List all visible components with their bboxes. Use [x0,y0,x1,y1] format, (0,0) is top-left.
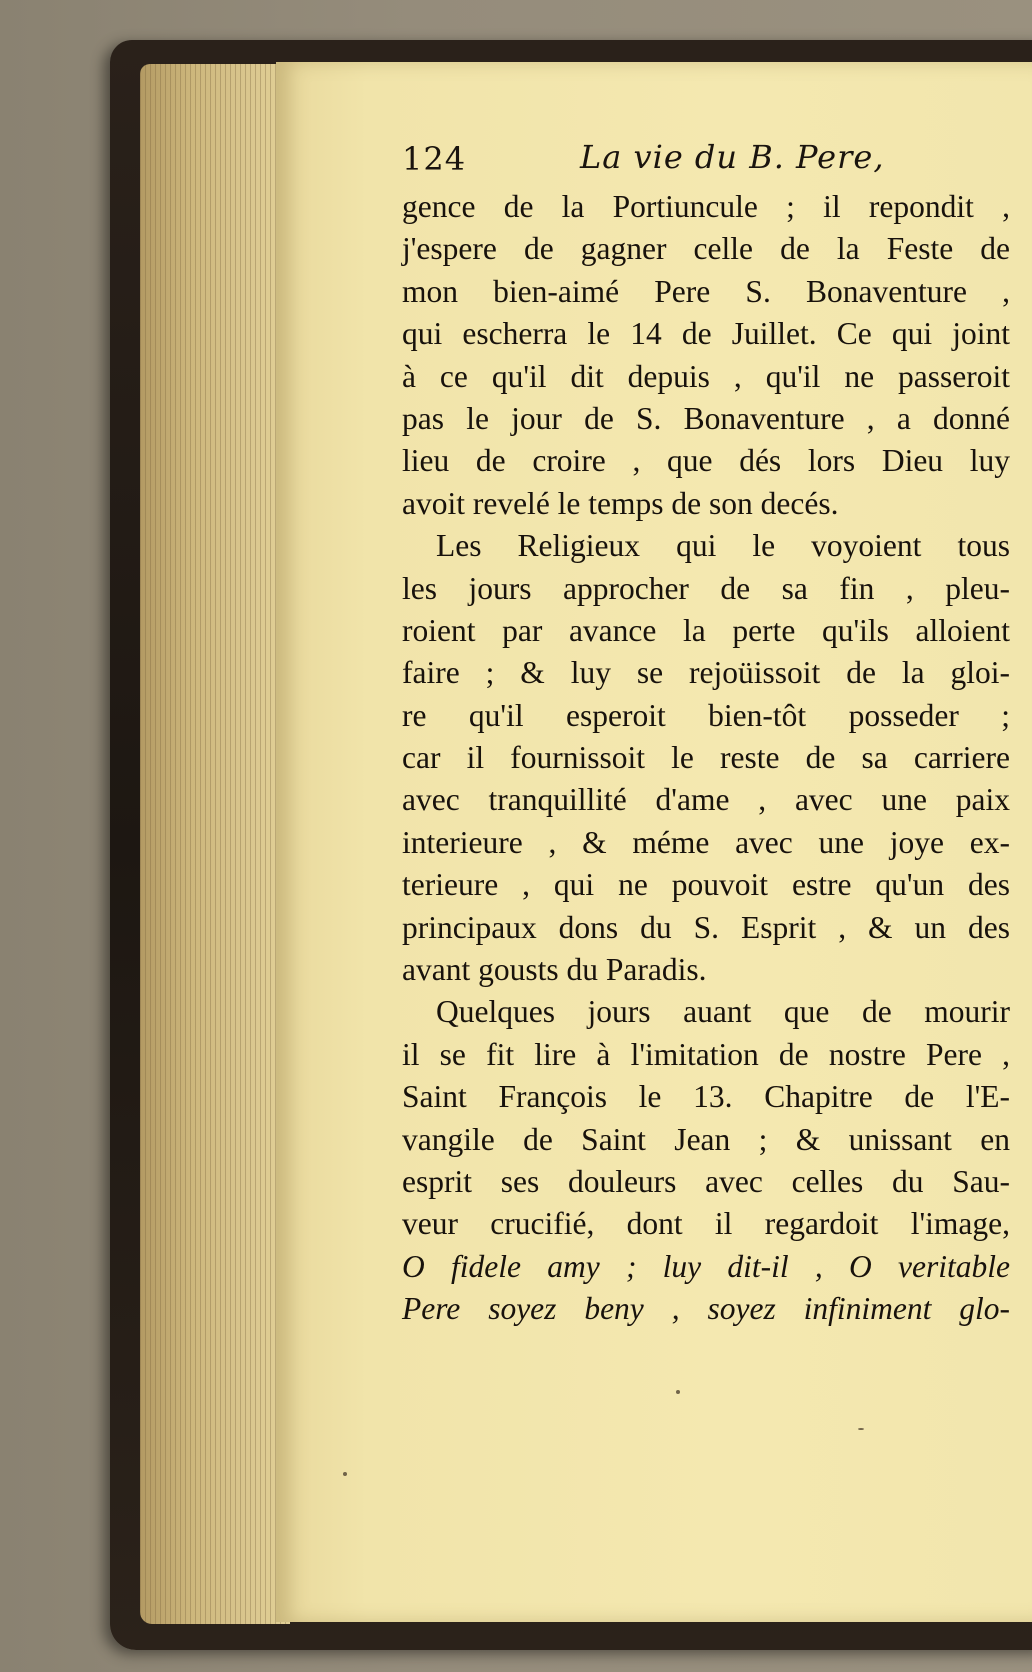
page-edges [140,64,290,1624]
ink-speck [343,1472,347,1476]
running-title: La vie du B. Pere, [580,138,885,176]
text-line: vangile de Saint Jean ; & unissant en [402,1121,1010,1157]
text-line: les jours approcher de sa fin , pleu- [402,570,1010,606]
text-line: Quelques jours auant que de mourir [436,994,1010,1030]
page-number: 124 [402,140,467,178]
text-line: il se fit lire à l'imitation de nostre Pere , [402,1036,1010,1072]
text-line: car il fournissoit le reste de sa carriere [402,740,1010,776]
text-line: avec tranquillité d'ame , avec une paix [402,782,1010,818]
text-line: lieu de croire , que dés lors Dieu luy [402,443,1010,479]
text-line: à ce qu'il dit depuis , qu'il ne passeroit [402,358,1010,394]
text-line: O fidele amy ; luy dit-il , O veritable [402,1248,1010,1284]
text-line: qui escherra le 14 de Juillet. Ce qui joint [402,316,1010,352]
text-line: Les Religieux qui le voyoient tous [436,528,1010,564]
text-line: terieure , qui ne pouvoit estre qu'un des [402,867,1010,903]
page-header [402,136,1002,186]
body-text [402,186,1010,1331]
text-line: roient par avance la perte qu'ils alloient [402,612,1010,648]
text-line: mon bien-aimé Pere S. Bonaventure , [402,273,1010,309]
text-line: veur crucifié, dont il regardoit l'image, [402,1206,1010,1242]
text-line: re qu'il esperoit bien-tôt posseder ; [402,697,1010,733]
text-line: Saint François le 13. Chapitre de l'E- [402,1079,1010,1115]
text-line: gence de la Portiuncule ; il repondit , [402,189,1010,224]
text-line: avoit revelé le temps de son decés. [402,485,839,521]
text-line: faire ; & luy se rejoüissoit de la gloi- [402,655,1010,691]
text-line: principaux dons du S. Esprit , & un des [402,909,1010,945]
text-line: interieure , & méme avec une joye ex- [402,824,1010,860]
text-line: pas le jour de S. Bonaventure , a donné [402,400,1010,436]
ink-speck [676,1390,680,1394]
text-line: Pere soyez beny , soyez infiniment glo- [402,1291,1010,1327]
ink-speck [858,1428,864,1430]
text-line: j'espere de gagner celle de la Feste de [402,231,1010,267]
text-line: esprit ses douleurs avec celles du Sau- [402,1163,1010,1199]
text-line: avant gousts du Paradis. [402,952,707,988]
